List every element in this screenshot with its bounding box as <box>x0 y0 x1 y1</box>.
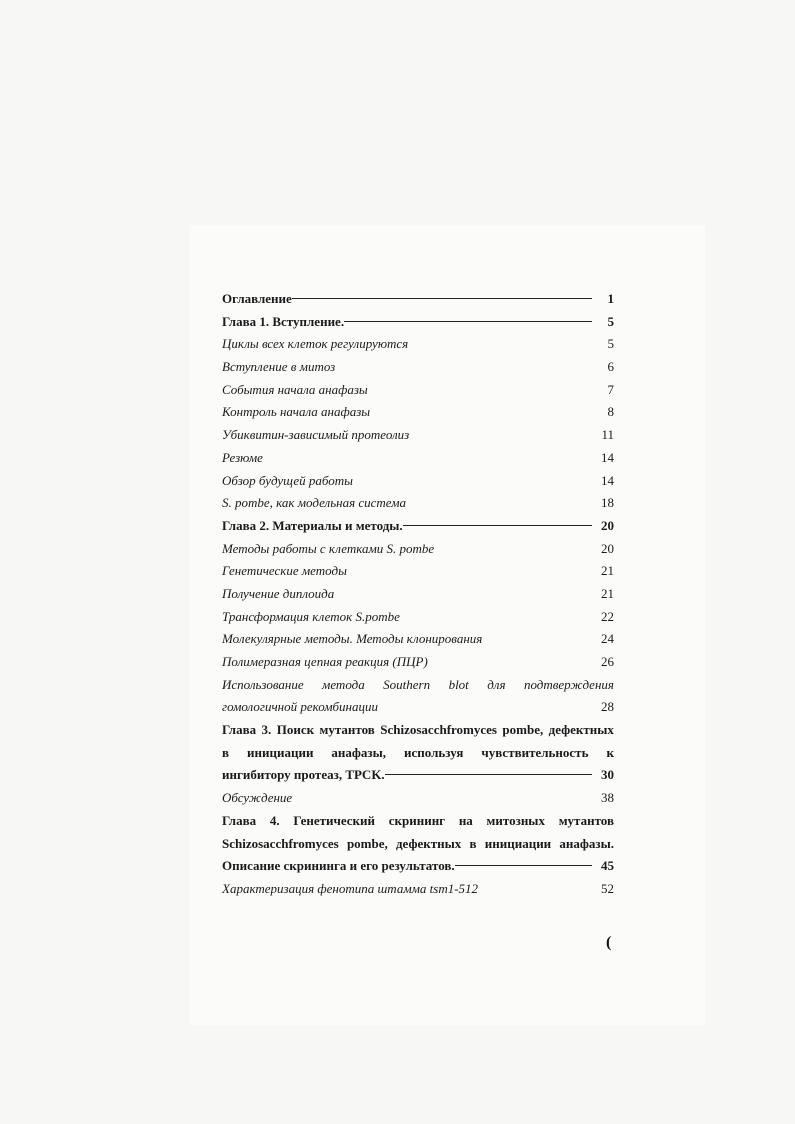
leader-line <box>344 321 592 322</box>
entry-title: Убиквитин-зависимый протеолиз <box>222 427 410 443</box>
entry-title: S. pombe, как модельная система <box>222 495 407 511</box>
entry-page: 21 <box>601 563 614 579</box>
chapter-4-line-2 <box>222 833 614 856</box>
chapter-4-line-1 <box>222 810 614 833</box>
entry-page: 6 <box>607 359 614 375</box>
word: метода <box>322 676 365 692</box>
entry-page: 26 <box>601 654 614 669</box>
word: blot <box>448 676 469 692</box>
toc-entry <box>222 583 614 606</box>
word: подтверждения <box>523 676 614 692</box>
word: скрининг <box>388 812 446 828</box>
toc-entry <box>222 470 614 493</box>
chapter-3-line-3 <box>222 764 614 787</box>
word: к <box>606 744 614 760</box>
toc-entry <box>222 401 614 424</box>
entry-title: Контроль начала анафазы <box>222 404 371 420</box>
word: 4. <box>269 812 280 828</box>
word: Глава <box>222 722 257 738</box>
leader-line <box>455 865 592 866</box>
toc-entry <box>222 379 614 402</box>
toc-page: 45 <box>601 858 614 874</box>
toc-entry <box>222 424 614 447</box>
toc-page: 20 <box>601 517 614 533</box>
word: дефектных <box>395 835 462 851</box>
entry-page: 18 <box>601 495 614 511</box>
word: Поиск <box>276 722 315 738</box>
toc-entry <box>222 492 614 515</box>
toc-title-row <box>222 288 614 311</box>
entry-title: Вступление в митоз <box>222 359 336 375</box>
word: Southern <box>383 676 431 692</box>
entry-page: 20 <box>601 540 614 556</box>
toc-entry <box>222 538 614 561</box>
entry-page: 14 <box>601 472 614 488</box>
southern-line-2 <box>222 696 614 719</box>
word: митозных <box>486 812 545 828</box>
entry-title: Резюме <box>222 449 263 465</box>
toc-entry <box>222 447 614 470</box>
leader-line <box>292 298 592 299</box>
entry-title: Трансформация клеток S.pombe <box>222 608 400 624</box>
chapter-1-row <box>222 311 614 334</box>
toc-entry <box>222 356 614 379</box>
word: в <box>222 744 230 760</box>
word: на <box>458 812 473 828</box>
entry-title: Обзор будущей работы <box>222 472 353 488</box>
toc-page: 30 <box>601 767 614 783</box>
entry-title: Обсуждение <box>222 790 293 806</box>
entry-page: 38 <box>601 790 614 806</box>
entry-page: 28 <box>601 699 614 715</box>
word: Schizosacchfromyces <box>380 722 497 738</box>
toc-entry <box>222 787 614 810</box>
word: мутантов <box>558 812 614 828</box>
word: Генетический <box>293 812 376 828</box>
toc-page: 1 <box>607 291 614 306</box>
word: для <box>487 676 506 692</box>
word: в <box>469 835 477 851</box>
entry-title: Характеризация фенотипа штамма tsm1-512 <box>222 880 479 896</box>
toc-entry <box>222 628 614 651</box>
word: инициации <box>247 744 314 760</box>
entry-page: 8 <box>607 404 614 420</box>
entry-title: Генетические методы <box>222 563 347 579</box>
entry-page: 52 <box>601 880 614 896</box>
toc-entry <box>222 878 614 901</box>
toc-entry <box>222 606 614 629</box>
word: используя <box>404 744 464 760</box>
word: дефектных <box>548 722 614 738</box>
word: pombe, <box>502 722 544 738</box>
chapter-4-line-3 <box>222 855 614 878</box>
toc-title: Оглавление <box>222 291 292 306</box>
entry-page: 24 <box>601 631 614 647</box>
word: pombe, <box>346 835 388 851</box>
chapter-2-row <box>222 515 614 538</box>
entry-title: Полимеразная цепная реакция (ПЦР) <box>222 654 428 669</box>
word: мутантов <box>319 722 375 738</box>
word: Schizosacchfromyces <box>222 835 339 851</box>
table-of-contents <box>222 288 614 901</box>
entry-page: 14 <box>601 449 614 465</box>
entry-title: Молекулярные методы. Методы клонирования <box>222 631 483 647</box>
entry-title: гомологичной рекомбинации <box>222 699 378 715</box>
chapter-heading: ингибитору протеаз, TPCK. <box>222 767 385 783</box>
word: Глава <box>222 812 257 828</box>
southern-line-1 <box>222 674 614 697</box>
leader-line <box>403 525 592 526</box>
entry-page: 21 <box>601 585 614 601</box>
chapter-heading: Глава 1. Вступление. <box>222 313 345 329</box>
entry-title: Циклы всех клеток регулируются <box>222 336 409 352</box>
entry-page: 22 <box>601 608 614 624</box>
page-corner-mark: ( <box>606 934 612 951</box>
chapter-heading: Описание скрининга и его результатов. <box>222 858 455 874</box>
word: инициации <box>484 835 552 851</box>
entry-title: Методы работы с клетками S. pombe <box>222 540 435 556</box>
entry-title: События начала анафазы <box>222 381 368 397</box>
leader-line <box>385 774 592 775</box>
word: 3. <box>261 722 272 738</box>
entry-page: 5 <box>607 336 614 352</box>
toc-entry <box>222 651 614 674</box>
toc-entry <box>222 333 614 356</box>
word: Использование <box>222 676 304 692</box>
chapter-3-line-2 <box>222 742 614 765</box>
word: анафазы, <box>331 744 387 760</box>
toc-entry <box>222 560 614 583</box>
entry-page: 11 <box>601 427 614 443</box>
chapter-heading: Глава 2. Материалы и методы. <box>222 517 403 533</box>
toc-page: 5 <box>607 313 614 329</box>
chapter-3-line-1 <box>222 719 614 742</box>
entry-page: 7 <box>607 381 614 397</box>
entry-title: Получение диплоида <box>222 585 335 601</box>
word: анафазы. <box>559 835 614 851</box>
word: чувствительность <box>481 744 589 760</box>
